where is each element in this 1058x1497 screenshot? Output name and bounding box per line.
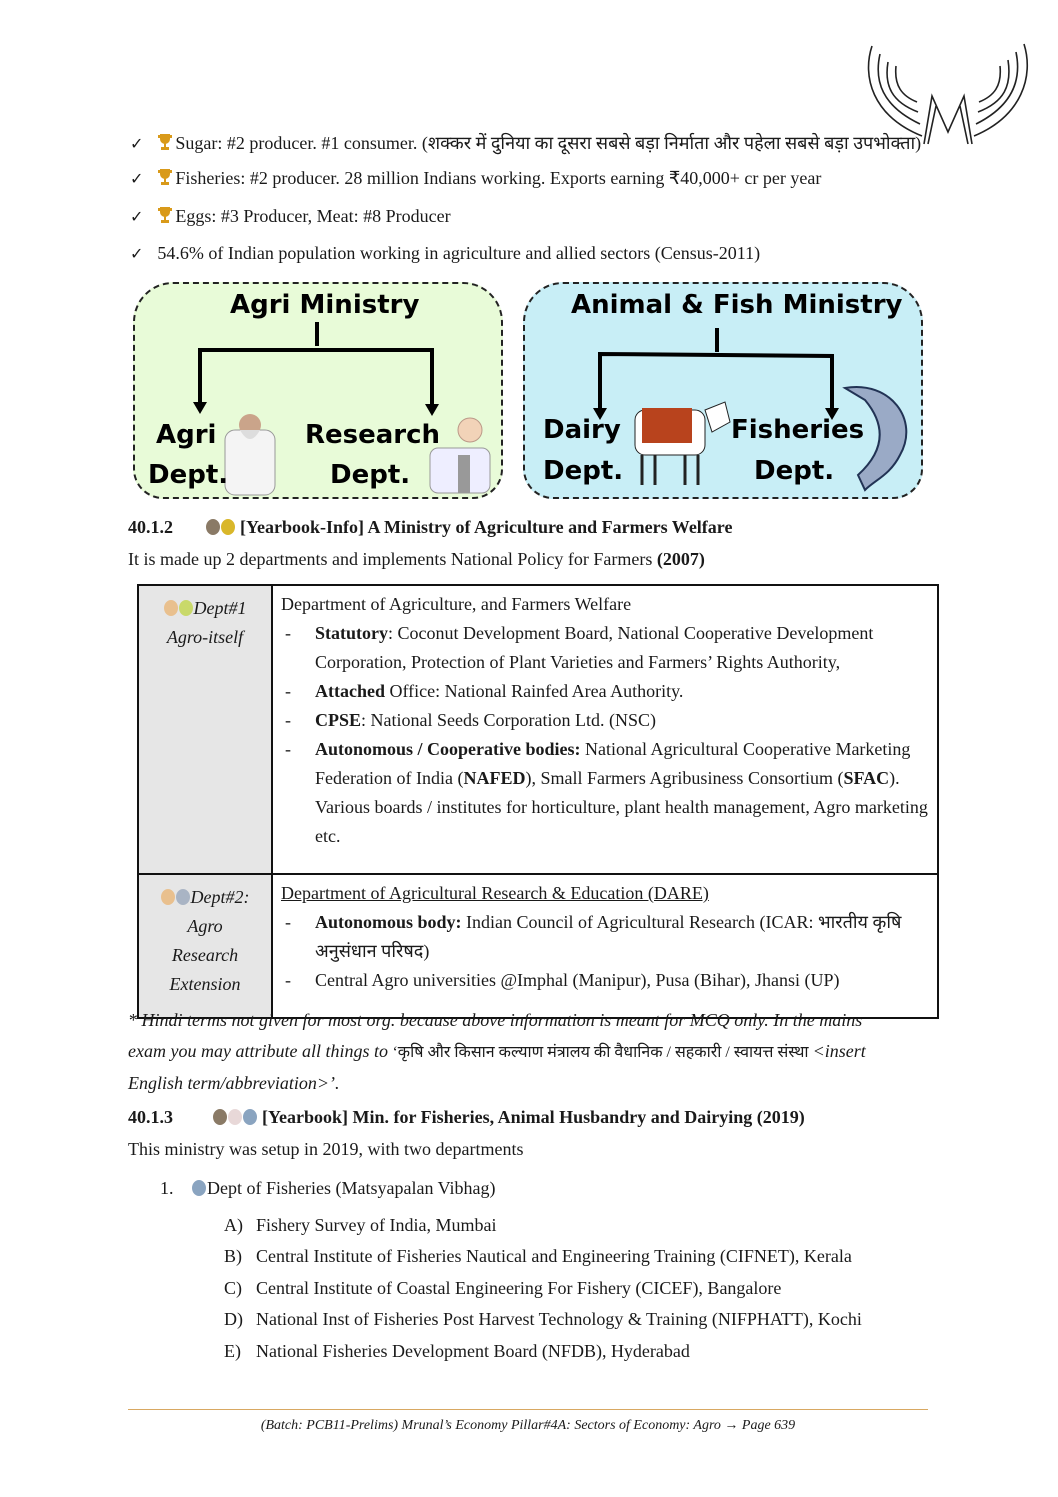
institute-item: B) Central Institute of Fisheries Nautical and Engineering Training (CIFNET), Kerala	[224, 1246, 852, 1267]
research-dept-label: Research	[305, 420, 441, 450]
dept-detail-cell	[272, 874, 938, 1018]
agri-ministry-title: Agri Ministry	[230, 290, 420, 320]
detective-cow-fish-icons	[178, 1107, 258, 1128]
dept-item: - CPSE: National Seeds Corporation Ltd. (NSC)	[281, 706, 929, 735]
dept-item: - Attached Office: National Rainfed Area Authority.	[281, 677, 929, 706]
trophy-icon	[157, 133, 173, 151]
detective-corn-icons	[178, 517, 236, 538]
list-item-1: 1. Dept of Fisheries (Matsyapalan Vibhag)	[160, 1178, 496, 1198]
section-number: 40.1.2	[128, 517, 173, 537]
checkmark-icon: ✓	[130, 243, 144, 263]
fisheries-dept-label-2: Dept.	[754, 456, 835, 486]
page-footer: (Batch: PCB11-Prelims) Mrunal’s Economy Pillar#4A: Sectors of Economy: Agro → Page 639	[260, 1418, 796, 1433]
agri-dept-label-2: Dept.	[148, 460, 229, 490]
dept-item: - Central Agro universities @Imphal (Manipur), Pusa (Bihar), Jhansi (UP)	[281, 966, 929, 995]
departments-table	[137, 584, 939, 1019]
table-row	[138, 585, 938, 874]
institute-item: A) Fishery Survey of India, Mumbai	[224, 1215, 497, 1235]
bullet-item	[130, 131, 921, 155]
person-icon	[161, 889, 175, 905]
institute-item: C) Central Institute of Coastal Engineering For Fishery (CICEF), Bangalore	[224, 1277, 782, 1298]
dairy-dept-label: Dairy	[543, 415, 621, 445]
bullet-text: 54.6% of Indian population working in agriculture and allied sectors (Census-2011)	[157, 242, 761, 263]
fisheries-institutes-list	[224, 1210, 862, 1367]
microscope-icon	[176, 889, 190, 905]
bullet-text: Fisheries: #2 producer. 28 million Indians working. Exports earning ₹40,000+ cr per year	[175, 168, 822, 189]
dept-detail-cell	[272, 585, 938, 874]
fisheries-dept-label: Fisheries	[731, 415, 865, 445]
wheat-icon	[179, 600, 193, 616]
animal-fish-ministry-title: Animal & Fish Ministry	[571, 290, 903, 320]
agri-dept-label: Agri	[156, 420, 217, 450]
dept-heading: Department of Agricultural Research & Education (DARE)	[281, 883, 709, 903]
bullet-item	[130, 243, 760, 264]
trophy-icon	[157, 168, 173, 186]
checkmark-icon: ✓	[130, 206, 144, 226]
table-row	[138, 874, 938, 1018]
section-intro: It is made up 2 departments and implements National Policy for Farmers (2007)	[128, 549, 705, 569]
bullet-item	[130, 206, 451, 227]
bullet-item	[130, 168, 821, 189]
section-title: [Yearbook-Info] A Ministry of Agriculture and Farmers Welfare	[240, 517, 733, 537]
institute-item: E) National Fisheries Development Board (NFDB), Hyderabad	[224, 1340, 690, 1361]
section-title: [Yearbook] Min. for Fisheries, Animal Husbandry and Dairying (2019)	[262, 1107, 805, 1127]
section-heading-40-1-3	[128, 1107, 805, 1128]
bullet-text: Eggs: #3 Producer, Meat: #8 Producer	[175, 205, 451, 226]
farmer-illustration	[225, 414, 275, 495]
section-intro: This ministry was setup in 2019, with two departments	[128, 1139, 524, 1159]
cow-illustration	[635, 402, 730, 485]
person-icon	[164, 600, 178, 616]
institute-item: D) National Inst of Fisheries Post Harvest Technology & Training (NIFPHATT), Kochi	[224, 1309, 862, 1330]
dept-item: - Autonomous / Cooperative bodies: National Agricultural Cooperative Marketing Federation of India (NAFED), Small Farmers Agribusiness Consortium (SFAC). Various boards / institutes for horticulture, plant health management, Agro marketing etc.	[281, 735, 929, 851]
dept-label-cell: Dept#1 Agro-itself	[138, 585, 272, 874]
dept-item: - Autonomous body: Indian Council of Agricultural Research (ICAR: भारतीय कृषि अनुसंधान परिषद)	[281, 908, 929, 966]
dept-heading: Department of Agriculture, and Farmers Welfare	[281, 594, 632, 614]
footer-divider	[128, 1409, 928, 1410]
checkmark-icon: ✓	[130, 134, 144, 153]
research-dept-label-2: Dept.	[330, 460, 411, 490]
dept-item: - Statutory: Coconut Development Board, National Cooperative Development Corporation, Protection of Plant Varieties and Farmers’ Rights Authority,	[281, 619, 929, 677]
bullet-text: Sugar: #2 producer. #1 consumer. (शक्कर में दुनिया का दूसरा सबसे बड़ा निर्माता और पहेला सबसे बड़ा उपभोक्ता)	[175, 133, 922, 153]
section-heading-40-1-2	[128, 517, 732, 538]
section-number: 40.1.3	[128, 1107, 173, 1127]
fish-icon	[192, 1180, 206, 1196]
footnote: * Hindi terms not given for most org. because above information is meant for MCQ only. In the mains exam you may attribute all things to ‘कृषि और किसान कल्याण मंत्रालय की वैधानिक / सहकारी / स्वायत्त संस्था <insert English term/abbreviation>’.	[128, 1010, 866, 1093]
dairy-dept-label-2: Dept.	[543, 456, 624, 486]
checkmark-icon: ✓	[130, 169, 144, 189]
dept-label-cell: Dept#2: Agro Research Extension	[138, 874, 272, 1018]
trophy-icon	[157, 206, 173, 224]
